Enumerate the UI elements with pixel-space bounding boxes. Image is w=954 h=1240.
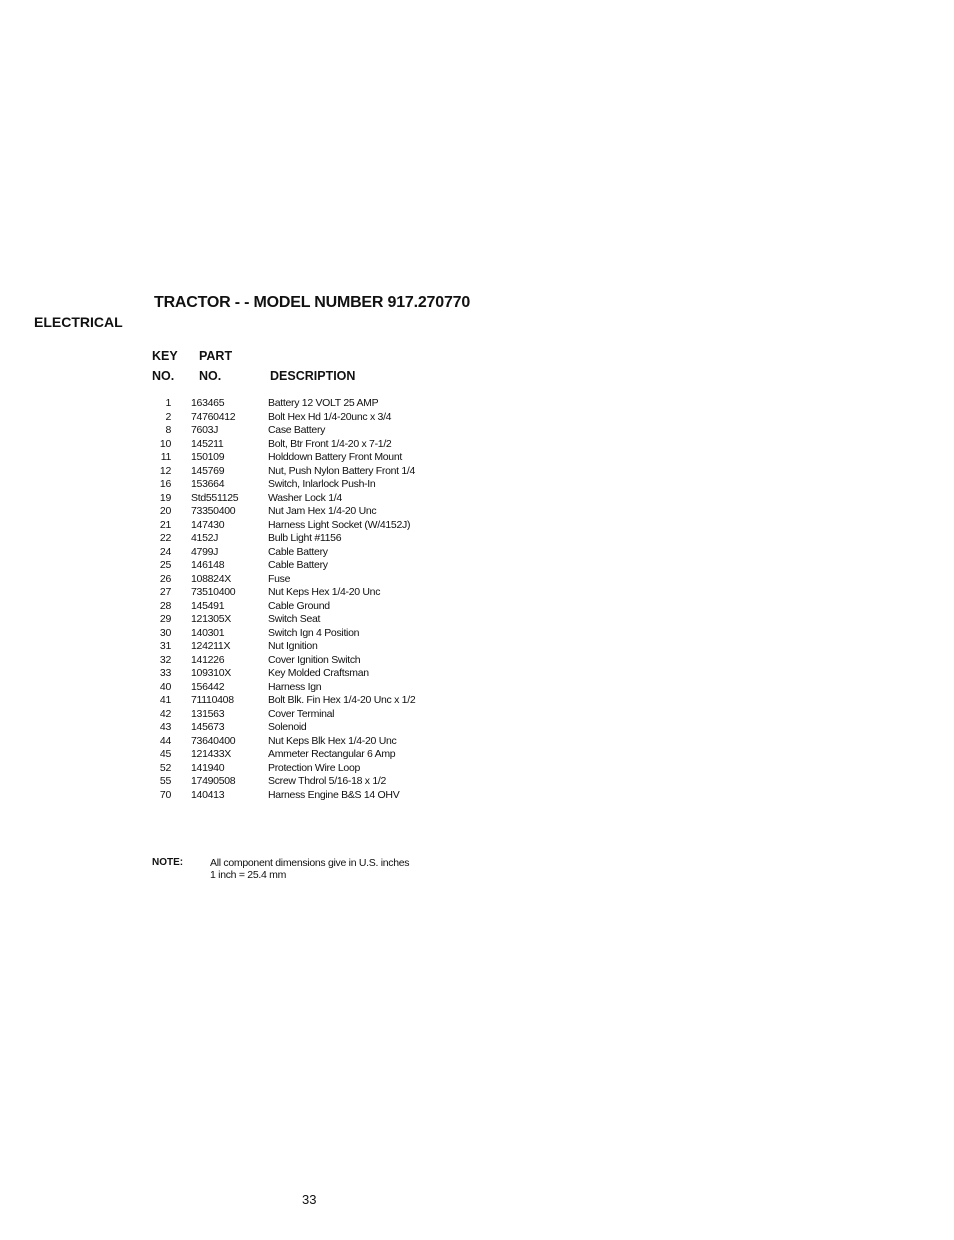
part-number: Std551125 [191,491,239,504]
key-number: 19 [159,491,171,504]
key-number: 45 [159,748,171,760]
part-description: Cover Ignition Switch [268,653,361,666]
parts-row [130,397,490,411]
part-number: 121433X [191,748,231,760]
key-number: 43 [159,721,171,733]
parts-row [130,708,490,722]
note-text [210,857,409,881]
parts-row [130,640,490,654]
part-description: Protection Wire Loop [268,761,361,774]
key-number: 52 [159,761,171,774]
part-description: Fuse [268,572,291,585]
parts-row [130,654,490,668]
part-description: Bulb Light #1156 [268,532,342,544]
part-number: 140301 [191,626,225,639]
note-line-2: 1 inch = 25.4 mm [210,869,287,881]
part-description: Solenoid [268,721,307,733]
part-description: Nut Ignition [268,640,318,652]
note-line-1: All component dimensions give in U.S. inches [210,857,410,869]
parts-row [130,789,490,803]
parts-row [130,694,490,708]
part-number: 150109 [191,451,225,463]
part-number: 141226 [191,653,225,666]
note-label: NOTE: [152,857,184,868]
part-number: 7603J [191,424,219,436]
parts-row [130,613,490,627]
part-number: 17490508 [191,775,236,787]
parts-row [130,438,490,452]
part-number: 109310X [191,667,231,679]
key-number: 25 [159,559,171,571]
part-description: Harness Ign [268,680,322,693]
parts-row [130,721,490,735]
part-number: 163465 [191,397,225,409]
key-number: 70 [159,788,171,801]
key-number: 12 [159,464,171,477]
part-number-header: NO. [199,369,222,383]
parts-row [130,546,490,560]
key-number: 27 [159,586,171,598]
part-description: Bolt Blk. Fin Hex 1/4-20 Unc x 1/2 [268,694,416,706]
part-number: 141940 [191,761,225,774]
part-description: Nut, Push Nylon Battery Front 1/4 [268,464,416,477]
key-number: 8 [165,424,171,436]
part-number: 121305X [191,613,231,625]
part-description: Cable Ground [268,599,330,612]
section-title: ELECTRICAL [34,314,123,330]
parts-row [130,451,490,465]
part-description: Nut Keps Blk Hex 1/4-20 Unc [268,734,397,747]
part-number: 74760412 [191,410,236,423]
part-number: 4152J [191,532,219,544]
part-description: Harness Light Socket (W/4152J) [268,518,411,531]
part-description: Switch Ign 4 Position [268,626,360,639]
parts-row [130,681,490,695]
key-number: 2 [165,410,171,423]
part-number: 124211X [191,640,231,652]
part-description: Switch, Inlarlock Push-In [268,478,376,490]
part-number: 147430 [191,518,225,531]
key-number: 24 [159,545,171,558]
part-description: Washer Lock 1/4 [268,491,342,504]
part-description: Key Molded Craftsman [268,667,369,679]
key-number: 21 [159,518,171,531]
parts-row [130,735,490,749]
part-number: 153664 [191,478,225,490]
part-number: 146148 [191,559,225,571]
part-description: Bolt Hex Hd 1/4-20unc x 3/4 [268,410,392,423]
parts-row [130,748,490,762]
parts-row [130,519,490,533]
part-description: Cover Terminal [268,707,335,720]
part-description: Bolt, Btr Front 1/4-20 x 7-1/2 [268,437,392,450]
parts-row [130,411,490,425]
parts-row [130,627,490,641]
part-number: 4799J [191,545,219,558]
parts-row [130,762,490,776]
key-number: 40 [159,680,171,693]
parts-row [130,492,490,506]
parts-row [130,478,490,492]
part-description: Case Battery [268,424,326,436]
part-number: 156442 [191,680,225,693]
part-description: Ammeter Rectangular 6 Amp [268,748,396,760]
key-number: 1 [165,397,171,409]
parts-row [130,573,490,587]
key-number: 30 [159,626,171,639]
parts-row [130,559,490,573]
key-number: 10 [159,437,171,450]
part-description: Cable Battery [268,545,328,558]
part-number: 108824X [191,572,231,585]
key-number: 26 [159,572,171,585]
part-column-header: PART [199,349,233,363]
parts-row [130,600,490,614]
parts-row [130,586,490,600]
key-number: 22 [159,532,171,544]
part-description: Nut Jam Hex 1/4-20 Unc [268,505,377,517]
part-number: 145673 [191,721,225,733]
key-number: 29 [159,613,171,625]
part-number: 145211 [191,437,224,450]
part-number: 73350400 [191,505,236,517]
key-number: 16 [159,478,171,490]
key-number: 41 [159,694,171,706]
parts-row [130,424,490,438]
key-column-header: KEY [152,349,178,363]
key-number: 32 [159,653,171,666]
description-column-header: DESCRIPTION [270,369,356,383]
page-title: TRACTOR - - MODEL NUMBER 917.270770 [154,294,471,311]
key-number: 11 [160,451,171,463]
key-number: 20 [159,505,171,517]
part-number: 71110408 [191,694,234,706]
part-description: Battery 12 VOLT 25 AMP [268,397,379,409]
part-number: 73640400 [191,734,236,747]
part-number: 145769 [191,464,225,477]
part-description: Holddown Battery Front Mount [268,451,403,463]
part-description: Switch Seat [268,613,321,625]
parts-row [130,532,490,546]
part-number: 73510400 [191,586,236,598]
part-number: 145491 [191,599,225,612]
part-number: 140413 [191,788,225,801]
part-description: Cable Battery [268,559,328,571]
part-description: Harness Engine B&S 14 OHV [268,788,400,801]
parts-row [130,775,490,789]
key-number-header: NO. [152,369,175,383]
parts-row [130,667,490,681]
parts-list [130,397,490,802]
parts-row [130,465,490,479]
key-number: 33 [159,667,171,679]
key-number: 44 [159,734,171,747]
part-description: Nut Keps Hex 1/4-20 Unc [268,586,381,598]
key-number: 31 [159,640,171,652]
key-number: 55 [159,775,171,787]
page-number: 33 [302,1192,317,1207]
part-description: Screw Thdrol 5/16-18 x 1/2 [268,775,387,787]
parts-row [130,505,490,519]
key-number: 28 [159,599,171,612]
key-number: 42 [159,707,171,720]
part-number: 131563 [191,707,225,720]
